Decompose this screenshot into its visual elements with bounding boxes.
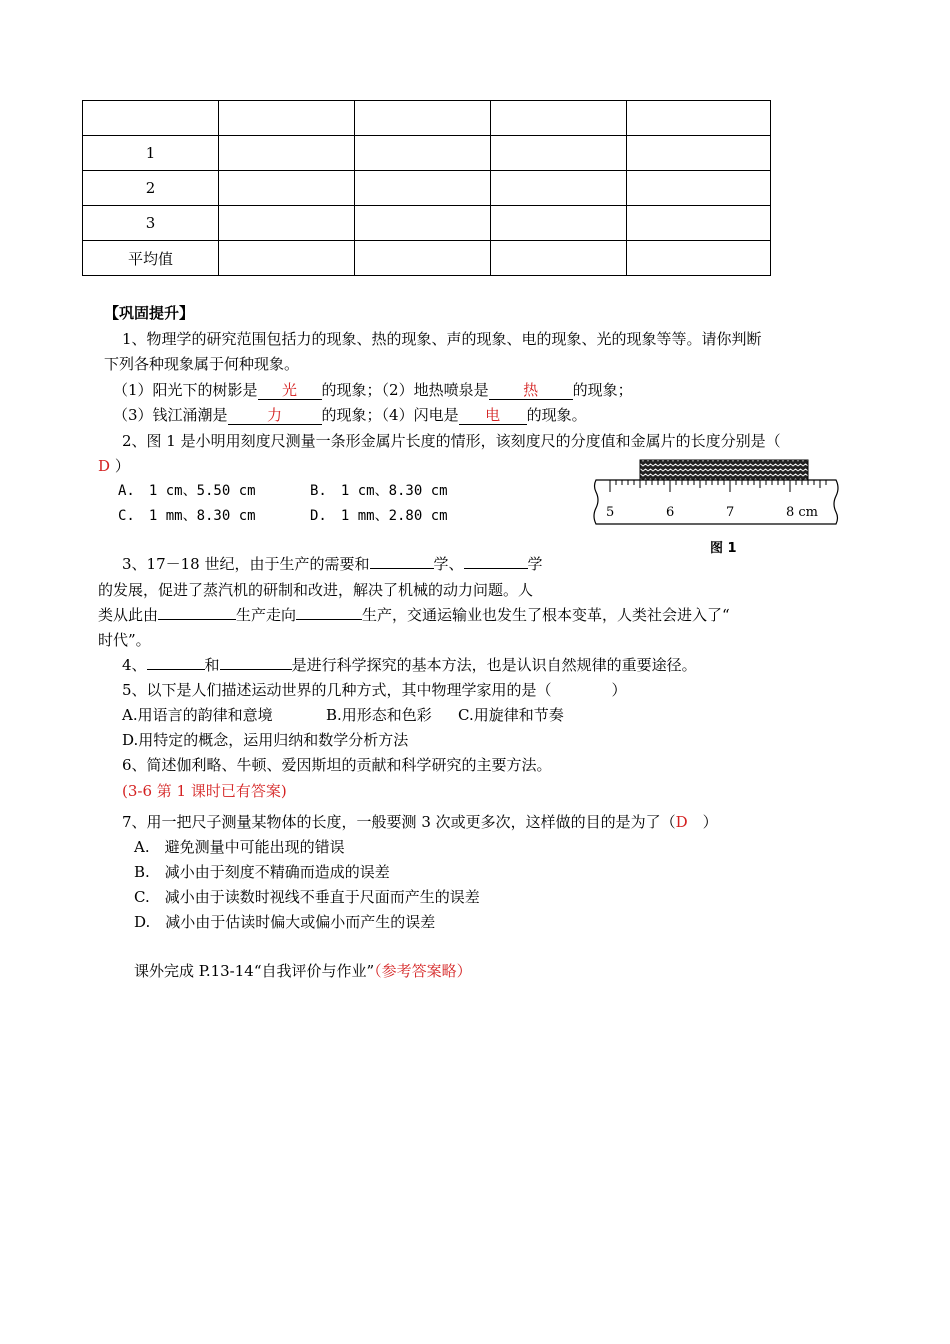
q7-option-b: B. 减小由于刻度不精确而造成的误差: [134, 863, 390, 881]
ruler-label: 8 cm: [786, 505, 819, 520]
table-cell: [219, 206, 355, 241]
homework-line: 课外完成 P.13-14“自我评价与作业”（参考答案略）: [134, 962, 472, 980]
table-row: [83, 206, 771, 241]
table-cell: [355, 171, 491, 206]
table-cell: 平均值: [83, 241, 219, 276]
table-cell: 1: [83, 136, 219, 171]
table-cell: [355, 101, 491, 136]
ruler-label: 5: [606, 505, 615, 520]
q3-blank-2: [464, 568, 528, 569]
table-cell: 2: [83, 171, 219, 206]
table-cell: [627, 241, 771, 276]
q2-option-c: C. 1 mm、8.30 cm: [118, 508, 256, 524]
table-cell: [627, 101, 771, 136]
q7-line1: 7、用一把尺子测量某物体的长度，一般要测 3 次或更多次，这样做的目的是为了（D ）: [122, 813, 718, 831]
table-row: [83, 241, 771, 276]
q7-option-d: D. 减小由于估读时偏大或偏小而产生的误差: [134, 913, 436, 931]
q1-line1: 1、物理学的研究范围包括力的现象、热的现象、声的现象、电的现象、光的现象等等。请你判断: [122, 330, 762, 348]
q2-option-d: D. 1 mm、2.80 cm: [310, 508, 448, 524]
q3-line4: 时代”。: [98, 631, 151, 649]
table-cell: [627, 206, 771, 241]
q6-line1: 6、简述伽利略、牛顿、爱因斯坦的贡献和科学研究的主要方法。: [122, 756, 552, 774]
q5-line1: 5、以下是人们描述运动世界的几种方式，其中物理学家用的是（ ）: [122, 681, 627, 699]
q1-answer-1: 光: [258, 381, 322, 400]
q7-option-c: C. 减小由于读数时视线不垂直于尺面而产生的误差: [134, 888, 480, 906]
q7-answer: D: [675, 813, 688, 831]
q2-answer-line: D ）: [98, 457, 130, 475]
q1-answer-4: 电: [459, 406, 527, 425]
table-cell: [627, 136, 771, 171]
ruler-svg: [588, 458, 848, 538]
table-cell: [627, 171, 771, 206]
q5-option-a: A.用语言的韵律和意境: [122, 706, 273, 724]
table-cell: [491, 171, 627, 206]
table-row: [83, 136, 771, 171]
table-cell: 3: [83, 206, 219, 241]
q5-option-d: D.用特定的概念，运用归纳和数学分析方法: [122, 731, 409, 749]
q2-option-b: B. 1 cm、8.30 cm: [310, 483, 448, 499]
q6-note: (3-6 第 1 课时已有答案): [122, 782, 287, 800]
metal-strip: [640, 460, 808, 480]
q3-line3: 类从此由 生产走向 生产，交通运输业也发生了根本变革，人类社会进入了“: [98, 606, 730, 624]
table-cell: [491, 136, 627, 171]
q4-blank-2: [220, 669, 292, 670]
q5-option-c: C.用旋律和节奏: [458, 706, 564, 724]
q3-blank-3: [158, 619, 236, 620]
q3-line1: 3、17－18 世纪，由于生产的需要和 学、 学: [122, 555, 543, 573]
measurement-table: [82, 100, 771, 276]
ruler-label: 7: [726, 505, 735, 520]
q3-line2: 的发展，促进了蒸汽机的研制和改进，解决了机械的动力问题。人: [98, 581, 534, 599]
q2-option-a: A. 1 cm、5.50 cm: [118, 483, 256, 499]
q7-option-a: A. 避免测量中可能出现的错误: [134, 838, 345, 856]
q2-line1: 2、图 1 是小明用刻度尺测量一条形金属片长度的情形，该刻度尺的分度值和金属片的长度分别是（: [122, 432, 781, 450]
q1-answers-row1: （1）阳光下的树影是 光 的现象；（2）地热喷泉是 热 的现象；: [113, 381, 633, 399]
q2-answer: D: [98, 457, 111, 475]
table-cell: [219, 101, 355, 136]
q1-answer-2: 热: [489, 381, 573, 400]
table-cell: [355, 206, 491, 241]
figure-label: 图 1: [710, 541, 737, 556]
q4-blank-1: [147, 669, 205, 670]
table-cell: [83, 101, 219, 136]
table-cell: [491, 101, 627, 136]
ruler-label: 6: [666, 505, 675, 520]
section-title: 【巩固提升】: [104, 304, 195, 322]
table-cell: [219, 136, 355, 171]
q4-line: 4、 和 是进行科学探究的基本方法，也是认识自然规律的重要途径。: [122, 656, 697, 674]
table-cell: [491, 241, 627, 276]
q3-blank-4: [296, 619, 362, 620]
table-cell: [219, 171, 355, 206]
q3-blank-1: [370, 568, 434, 569]
q1-answer-3: 力: [228, 406, 322, 425]
table-cell: [219, 241, 355, 276]
q1-answers-row2: （3）钱江涌潮是 力 的现象；（4）闪电是 电 的现象。: [113, 406, 587, 424]
table-cell: [491, 206, 627, 241]
table-row: [83, 101, 771, 136]
q5-option-b: B.用形态和色彩: [326, 706, 432, 724]
q1-line2: 下列各种现象属于何种现象。: [104, 355, 300, 373]
table-cell: [355, 136, 491, 171]
table-cell: [355, 241, 491, 276]
table-row: [83, 171, 771, 206]
homework-note: （参考答案略）: [374, 962, 472, 980]
